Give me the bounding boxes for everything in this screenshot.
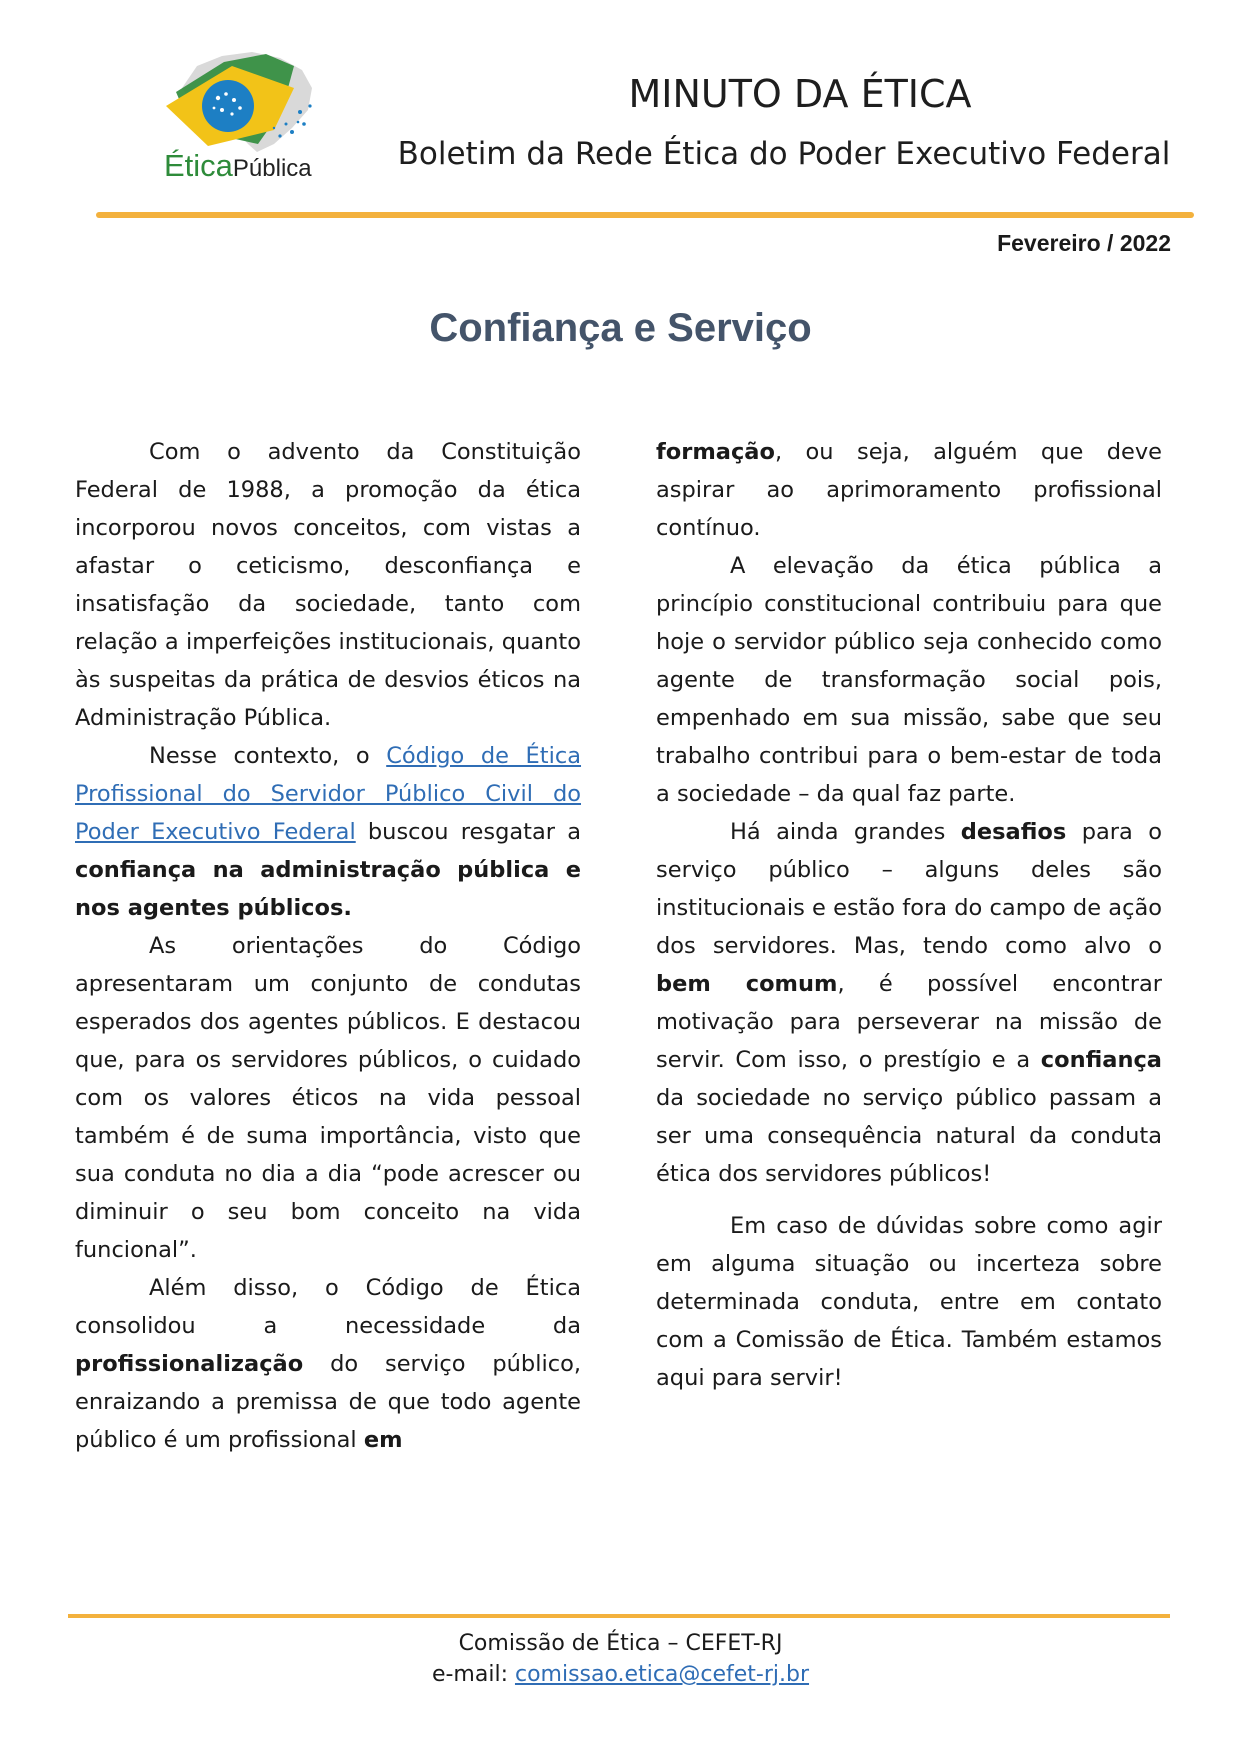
logo-wordmark bbox=[164, 148, 312, 184]
paragraph-3: As orientações do Código apresentaram um conjunto de condutas esperados dos agentes públicos. E destacou que, para os servidores públicos, o cuidado com os valores éticos na vida pessoal também é de suma importância, visto que sua conduta no dia a dia “pode acrescer ou diminuir o seu bom conceito na vida funcional”. bbox=[75, 933, 581, 1263]
paragraph-4-continued bbox=[656, 433, 1162, 547]
article-title: Confiança e Serviço bbox=[429, 306, 812, 350]
footer-email-label: e-mail: bbox=[431, 1662, 515, 1687]
paragraph-6-text-c: , é possível encontrar motivação para perseverar na missão de servir. Com isso, o prestígio e a bbox=[656, 971, 1162, 1073]
article-column-left bbox=[75, 433, 581, 1459]
etica-publica-logo bbox=[162, 48, 352, 188]
article-column-right bbox=[656, 433, 1162, 1397]
paragraph-6 bbox=[656, 813, 1162, 1193]
paragraph-4-emphasis-3: formação bbox=[656, 439, 775, 465]
footer bbox=[0, 1628, 1241, 1690]
paragraph-6-text-d: da sociedade no serviço público passam a ser uma consequência natural da conduta ética dos servidores públicos! bbox=[656, 1085, 1162, 1187]
paragraph-6-emphasis-2: bem comum bbox=[656, 971, 838, 997]
paragraph-6-emphasis-1: desafios bbox=[960, 819, 1067, 845]
logo-word-publica: Pública bbox=[232, 155, 312, 182]
paragraph-4-text-b: do serviço público, enraizando a premissa de que todo agente público é um profissional bbox=[75, 1351, 581, 1453]
paragraph-4-text-c: , ou seja, alguém que deve aspirar ao aprimoramento profissional contínuo. bbox=[656, 439, 1162, 541]
paragraph-1: Com o advento da Constituição Federal de 1988, a promoção da ética incorporou novos conceitos, com vistas a afastar o ceticismo, desconfiança e insatisfação da sociedade, tanto com relação a imperfeições institucionais, quanto às suspeitas da prática de desvios éticos na Administração Pública. bbox=[75, 439, 581, 731]
codigo-etica-link[interactable]: Código de Ética Profissional do Servidor Público Civil do Poder Executivo Federal bbox=[75, 743, 582, 845]
footer-email-link[interactable]: comissao.etica@cefet-rj.br bbox=[514, 1662, 810, 1687]
paragraph-2-text-b: buscou resgatar a bbox=[355, 819, 581, 845]
footer-divider bbox=[68, 1614, 1170, 1618]
paragraph-2 bbox=[75, 737, 581, 927]
paragraph-6-text-b: para o serviço público – alguns deles são institucionais e estão fora do campo de ação dos servidores. Mas, tendo como alvo o bbox=[656, 819, 1162, 959]
bulletin-subtitle: Boletim da Rede Ética do Poder Executivo Federal bbox=[397, 136, 1171, 172]
paragraph-2-emphasis: confiança na administração pública e nos agentes públicos. bbox=[75, 857, 581, 921]
footer-organization: Comissão de Ética – CEFET-RJ bbox=[458, 1631, 783, 1656]
bulletin-title: MINUTO DA ÉTICA bbox=[628, 72, 972, 116]
issue-date: Fevereiro / 2022 bbox=[997, 230, 1171, 256]
paragraph-2-text-a: Nesse contexto, o bbox=[149, 743, 387, 769]
brazil-map-icon bbox=[162, 48, 352, 158]
logo-word-etica: Ética bbox=[164, 148, 233, 183]
paragraph-4-emphasis-2: em bbox=[363, 1427, 403, 1453]
paragraph-4-emphasis-1: profissionalização bbox=[75, 1351, 304, 1377]
paragraph-6-emphasis-3: confiança bbox=[1040, 1047, 1162, 1073]
paragraph-4-text-a: Além disso, o Código de Ética consolidou a necessidade da bbox=[75, 1275, 581, 1339]
paragraph-4 bbox=[75, 1269, 581, 1459]
paragraph-7: Em caso de dúvidas sobre como agir em alguma situação ou incerteza sobre determinada conduta, entre em contato com a Comissão de Ética. Também estamos aqui para servir! bbox=[656, 1213, 1162, 1391]
footer-contact bbox=[0, 1659, 1241, 1690]
header-divider bbox=[96, 212, 1194, 218]
paragraph-6-text-a: Há ainda grandes bbox=[730, 819, 961, 845]
paragraph-5: A elevação da ética pública a princípio constitucional contribuiu para que hoje o servidor público seja conhecido como agente de transformação social pois, empenhado em sua missão, sabe que seu trabalho contribui para o bem-estar de toda a sociedade – da qual faz parte. bbox=[656, 553, 1162, 807]
